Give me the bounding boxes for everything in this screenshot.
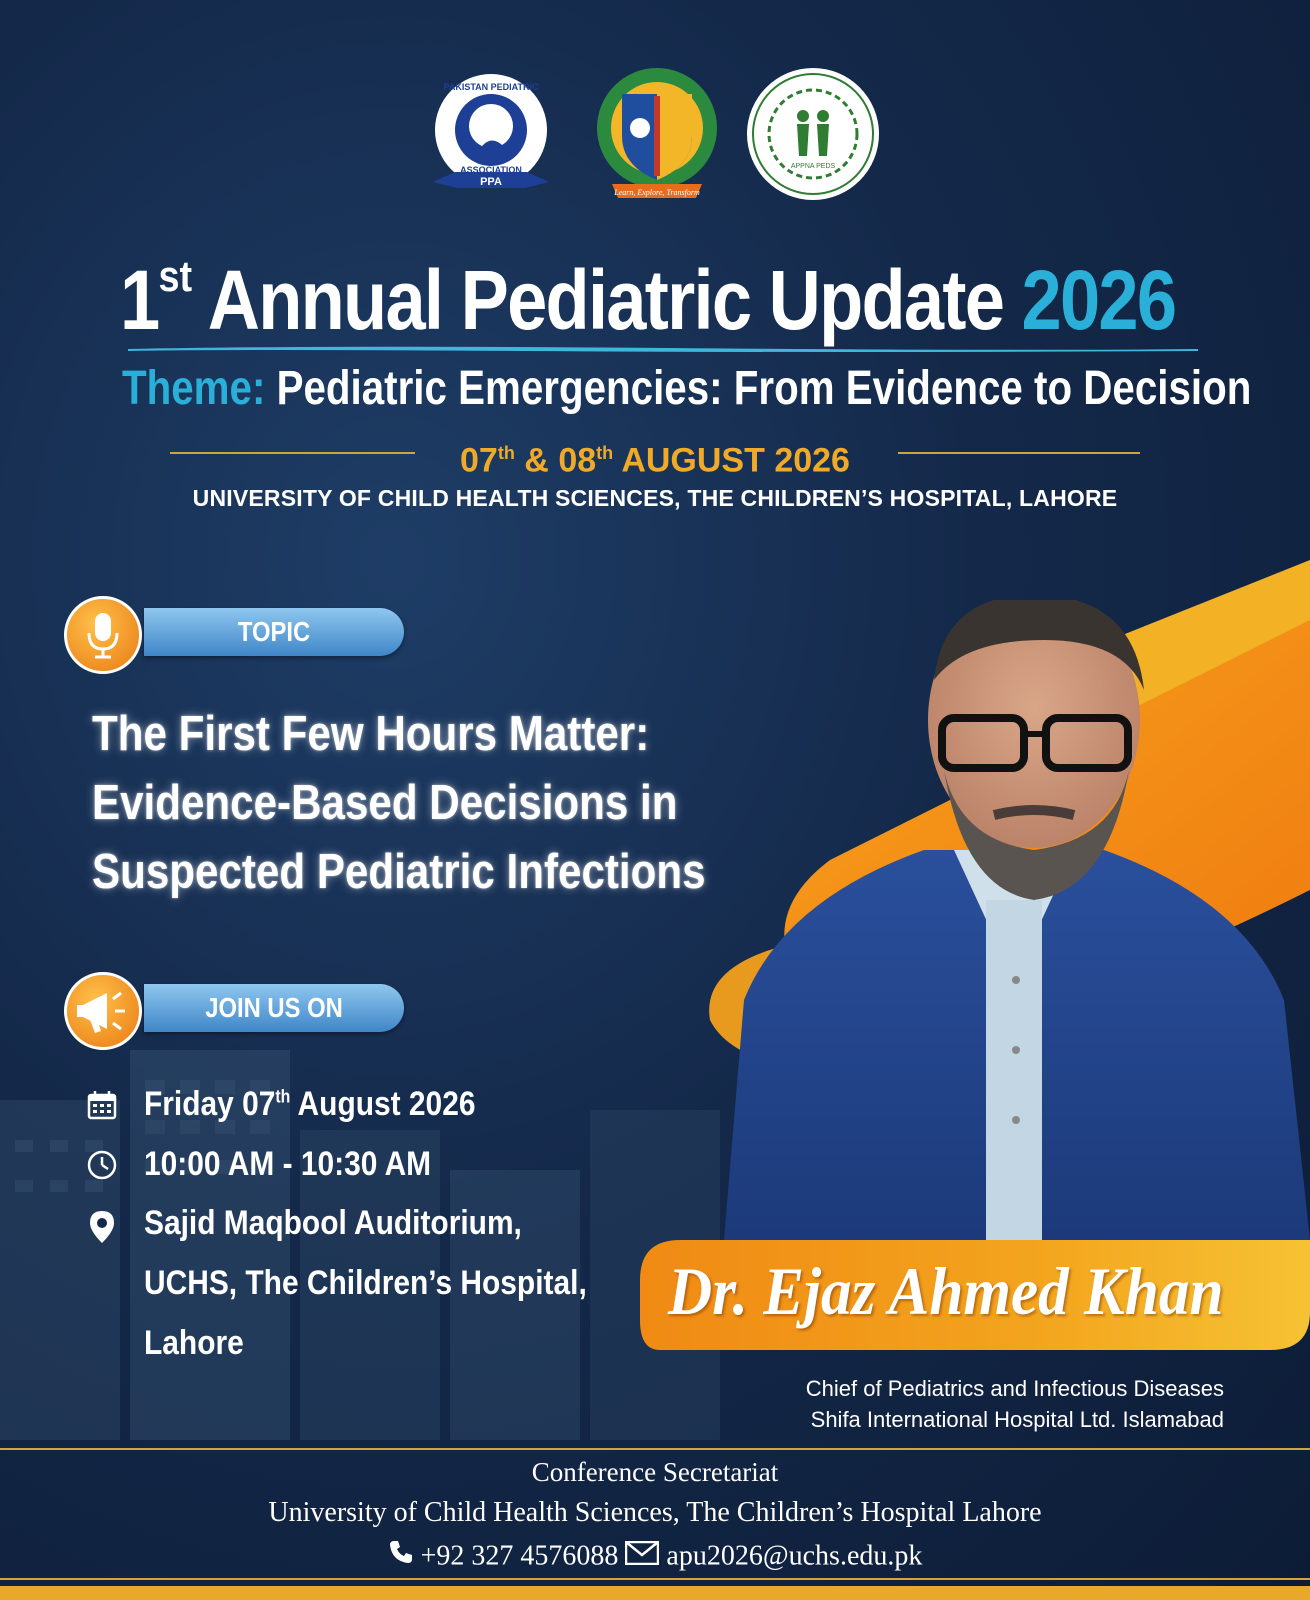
ppa-bottom-text: ASSOCIATION bbox=[460, 165, 522, 175]
title-underline bbox=[128, 344, 1198, 354]
calendar-icon bbox=[86, 1089, 118, 1121]
location-pin-icon bbox=[86, 1209, 118, 1245]
venue-line-3: Lahore bbox=[144, 1324, 244, 1362]
topic-label-bar bbox=[144, 608, 404, 656]
join-label-bar bbox=[144, 984, 404, 1032]
title-text: Annual Pediatric Update bbox=[207, 253, 1004, 347]
secretariat-title: Conference Secretariat bbox=[531, 1457, 779, 1487]
topic-pill bbox=[64, 608, 414, 668]
event-venue: UNIVERSITY OF CHILD HEALTH SCIENCES, THE CHILDREN’S HOSPITAL, LAHORE bbox=[192, 485, 1118, 511]
footer-divider bbox=[0, 1448, 1310, 1450]
footer bbox=[0, 1452, 1310, 1578]
session-time-text: 10:00 AM - 10:30 AM bbox=[144, 1145, 432, 1183]
bottom-divider bbox=[0, 1578, 1310, 1580]
bottom-strip bbox=[0, 1586, 1310, 1600]
megaphone-icon bbox=[64, 972, 142, 1050]
date-joiner: & bbox=[524, 441, 549, 480]
theme-line bbox=[122, 356, 1252, 422]
session-date-prefix: Friday 07 bbox=[144, 1085, 276, 1123]
date-day2: 08 bbox=[558, 441, 597, 480]
session-date-rest: August 2026 bbox=[297, 1085, 476, 1123]
speaker-role-line-1: Chief of Pediatrics and Infectious Diseases bbox=[805, 1376, 1224, 1401]
session-date-suffix: th bbox=[275, 1086, 291, 1107]
topic-line-2: Evidence-Based Decisions in bbox=[92, 776, 678, 830]
phone-icon bbox=[388, 1541, 421, 1572]
secretariat-org: University of Child Health Sciences, The Children’s Hospital Lahore bbox=[268, 1497, 1042, 1528]
theme-text: Pediatric Emergencies: From Evidence to Decision bbox=[276, 362, 1252, 415]
partner-logos bbox=[0, 62, 1310, 212]
event-title bbox=[120, 222, 1176, 347]
date-month-year: AUGUST 2026 bbox=[621, 441, 850, 480]
theme-label: Theme: bbox=[122, 362, 266, 415]
mail-icon bbox=[625, 1541, 666, 1572]
microphone-icon bbox=[64, 596, 142, 674]
topic-line-3: Suspected Pediatric Infections bbox=[92, 845, 706, 899]
join-us-pill bbox=[64, 984, 414, 1044]
ppa-top-text: PAKISTAN PEDIATRIC bbox=[443, 82, 539, 92]
join-label: JOIN US ON bbox=[205, 992, 343, 1023]
title-year: 2026 bbox=[1021, 253, 1176, 347]
speaker-role bbox=[806, 1373, 1224, 1435]
date-day1-suffix: th bbox=[497, 443, 515, 463]
appna-logo bbox=[745, 66, 881, 202]
event-dates bbox=[170, 430, 1140, 483]
clock-icon bbox=[86, 1149, 118, 1181]
contact-email[interactable]: apu2026@uchs.edu.pk bbox=[666, 1540, 923, 1572]
appna-abbr: APPNA PEDS bbox=[790, 163, 836, 170]
ppa-logo bbox=[425, 70, 557, 210]
speaker-photo bbox=[724, 600, 1310, 1240]
speaker-role-line-2: Shifa International Hospital Ltd. Islamabad bbox=[810, 1407, 1224, 1432]
venue-line-2: UCHS, The Children’s Hospital, bbox=[144, 1264, 587, 1302]
title-ordinal-suffix: st bbox=[158, 252, 193, 301]
event-date-row bbox=[170, 430, 1140, 480]
contact-phone[interactable]: +92 327 4576088 bbox=[420, 1540, 619, 1572]
uchs-motto: Learn, Explore, Transform bbox=[614, 188, 700, 197]
contact-row bbox=[0, 1534, 1310, 1578]
venue-line-1: Sajid Maqbool Auditorium, bbox=[144, 1204, 522, 1242]
speaker-name: Dr. Ejaz Ahmed Khan bbox=[668, 1253, 1224, 1329]
title-ordinal: 1 bbox=[120, 253, 159, 347]
date-day2-suffix: th bbox=[596, 443, 614, 463]
date-day1: 07 bbox=[460, 441, 498, 480]
uchs-logo bbox=[592, 66, 722, 206]
topic-line-1: The First Few Hours Matter: bbox=[92, 707, 650, 761]
topic-label: TOPIC bbox=[237, 616, 311, 647]
topic-title bbox=[92, 700, 706, 907]
ppa-abbr: PPA bbox=[480, 176, 502, 188]
